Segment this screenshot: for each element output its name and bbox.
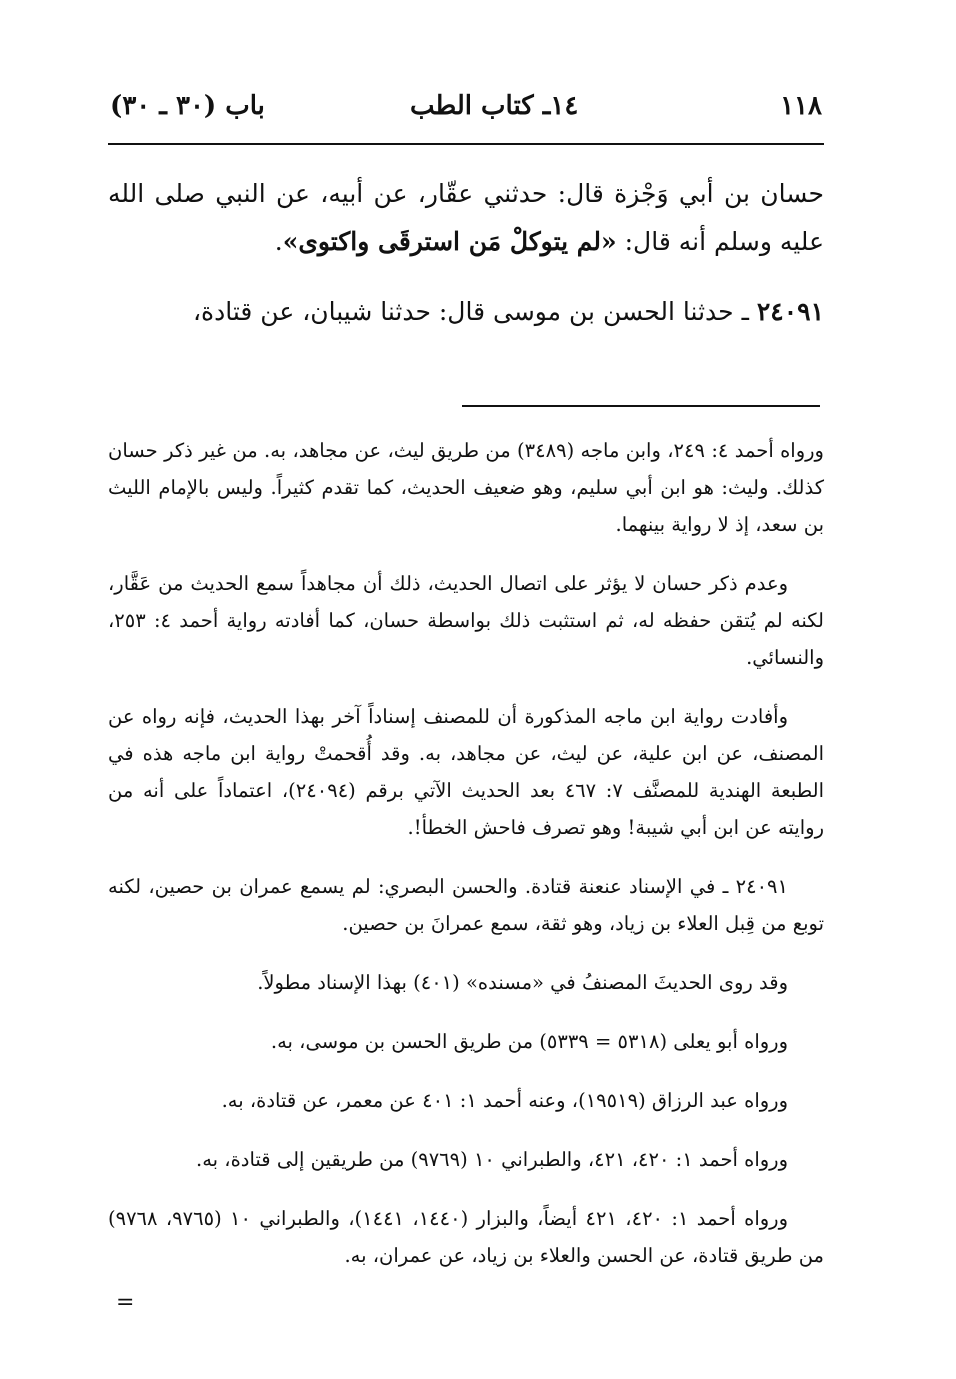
- hadith-number: ٢٤٠٩١: [756, 297, 824, 326]
- chapter-title: باب (٣٠ ـ ٣٠): [110, 91, 265, 121]
- header-divider: [108, 143, 824, 145]
- footnote-paragraph: ورواه أحمد ٤: ٢٤٩، وابن ماجه (٣٤٨٩) من طريق ليث، عن مجاهد، به. من غير ذكر حسان كذلك. وليث: هو ابن أبي سليم، وهو ضعيف الحديث، كما تقدم كثيراً. وليس بالإمام الليث بن سعد، إذ لا رواية بينهما.: [108, 439, 824, 536]
- hadith-narration: حسان بن أبي وَجْزة قال: حدثني عقّار، عن أبيه، عن النبي صلى الله عليه وسلم أنه قال:: [108, 179, 824, 256]
- main-paragraph: [108, 288, 824, 336]
- footnote-divider: [462, 405, 820, 407]
- footnote-paragraph: ورواه أحمد ١: ٤٢٠، ٤٢١ أيضاً، والبزار (١٤٤٠، ١٤٤١)، والطبراني ١٠ (٩٧٦٥، ٩٧٦٨) من طريق قتادة، عن الحسن والعلاء بن زياد، عن عمران، به.: [108, 1207, 824, 1267]
- hadith-chain: ـ حدثنا الحسن بن موسى قال: حدثنا شيبان، عن قتادة،: [192, 297, 757, 326]
- footnote-paragraph: وأفادت رواية ابن ماجه المذكورة أن للمصنف إسناداً آخر بهذا الحديث، فإنه رواه عن المصنف، عن ابن علية، عن ليث، عن مجاهد، به. وقد أُقحمتْ رواية ابن ماجه هذه في الطبعة الهندية للمصنَّف ٧: ٤٦٧ بعد الحديث الآتي برقم (٢٤٠٩٤)، اعتماداً على أنه من روايته عن ابن أبي شيبة! وهو تصرف فاحش الخطأ!.: [108, 705, 824, 839]
- continuation-mark: =: [116, 1290, 135, 1315]
- page-header: [110, 86, 822, 126]
- footnote-paragraph: ٢٤٠٩١ ـ في الإسناد عنعنة قتادة. والحسن البصري: لم يسمع عمران بن حصين، لكنه توبع من قِبل العلاء بن زياد، وهو ثقة، سمع عمرانَ بن حصين.: [108, 875, 824, 935]
- footnote-paragraph: ورواه أحمد ١: ٤٢٠، ٤٢١، والطبراني ١٠ (٩٧٦٩) من طريقين إلى قتادة، به.: [196, 1148, 788, 1171]
- footnote-paragraph: وقد روى الحديثَ المصنفُ في «مسنده» (٤٠١) بهذا الإسناد مطولاً.: [257, 971, 788, 994]
- footnote-paragraph: ورواه عبد الرزاق (١٩٥١٩)، وعنه أحمد ١: ٤٠١ عن معمر، عن قتادة، به.: [221, 1089, 788, 1112]
- footnotes: [108, 432, 824, 1288]
- footnote-paragraph: ورواه أبو يعلى (٥٣١٨ = ٥٣٣٩) من طريق الحسن بن موسى، به.: [270, 1030, 788, 1053]
- main-paragraph: [108, 170, 824, 266]
- main-text: [108, 170, 824, 358]
- footnote-paragraph: وعدم ذكر حسان لا يؤثر على اتصال الحديث، ذلك أن مجاهداً سمع الحديث من عَقَّار، لكنه لم يُتقن حفظه له، ثم استثبت ذلك بواسطة حسان، كما أفادته رواية أحمد ٤: ٢٥٣، والنسائي.: [108, 572, 824, 669]
- page-number: ١١٨: [780, 91, 822, 121]
- hadith-quote: «لم يتوكلْ مَن استرقَى واكتوى»: [282, 227, 617, 256]
- punctuation: .: [274, 227, 283, 256]
- book-title: ١٤ـ كتاب الطب: [410, 91, 579, 121]
